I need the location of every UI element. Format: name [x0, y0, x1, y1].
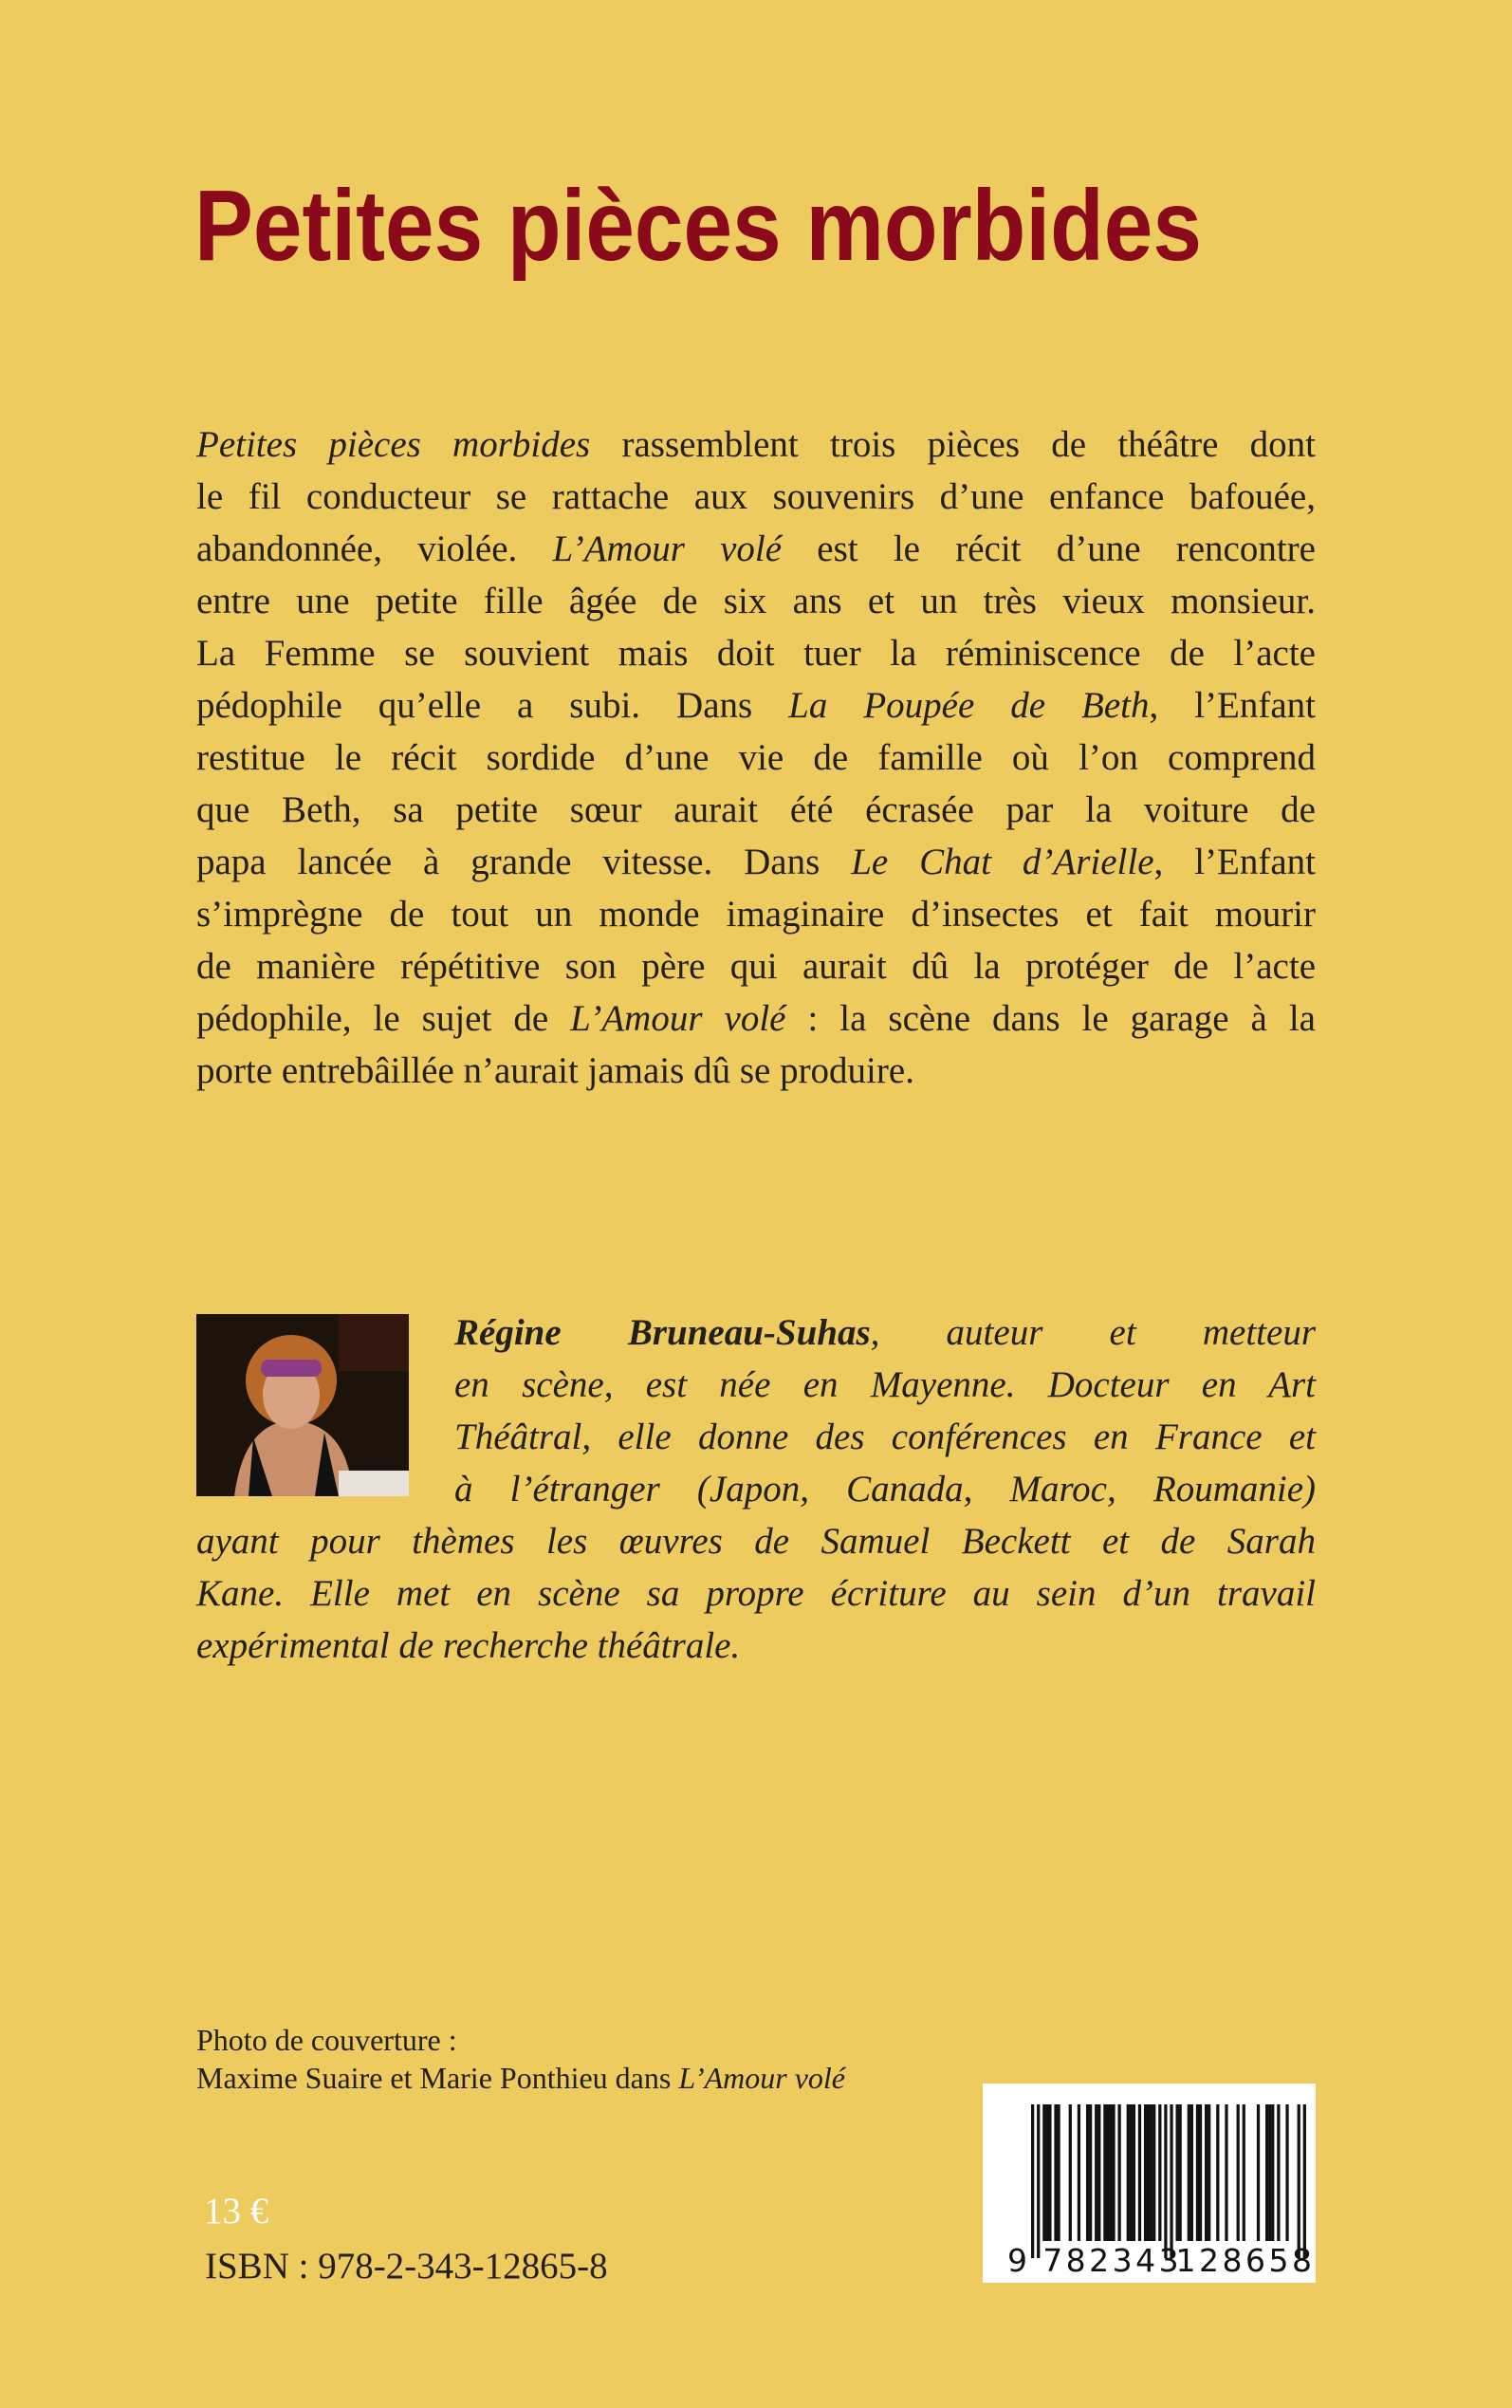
barcode-bar: [1106, 2104, 1109, 2241]
author-name: Régine Bruneau-Suhas: [454, 1312, 871, 1353]
barcode-bar: [1164, 2104, 1167, 2258]
barcode-bar: [1243, 2104, 1245, 2241]
barcode-bar: [1086, 2104, 1089, 2241]
barcode-bar: [1199, 2104, 1202, 2241]
barcode-bar: [1285, 2104, 1288, 2241]
text-run: en scène, est née en Mayenne. Docteur en Art: [454, 1364, 1316, 1405]
text-run: expérimental de recherche théâtrale.: [196, 1625, 741, 1666]
barcode-digits: 9: [1007, 2242, 1031, 2279]
text-run: : la scène dans le garage à la: [785, 998, 1316, 1039]
text-run: Kane. Elle met en scène sa propre écriture au sein d’un travail: [196, 1573, 1316, 1614]
credit-names: Maxime Suaire et Marie Ponthieu dans: [196, 2061, 679, 2095]
barcode-bar: [1138, 2104, 1141, 2241]
text-run: que Beth, sa petite sœur aurait été écrasée par la voiture de: [196, 789, 1316, 830]
text-run: ayant pour thèmes les œuvres de Samuel Beckett et de Sarah: [196, 1521, 1316, 1562]
barcode-bar: [1037, 2104, 1040, 2258]
barcode-bar: [1265, 2104, 1268, 2241]
italic-title: La Poupée de Beth: [788, 685, 1150, 726]
text-line: [196, 418, 1316, 471]
text-line: [196, 523, 1316, 575]
text-run: , l’Enfant: [1149, 685, 1316, 726]
text-run: pédophile qu’elle a subi. Dans: [196, 685, 789, 726]
italic-title: L’Amour volé: [552, 528, 783, 569]
barcode-bar: [1190, 2104, 1193, 2241]
barcode-bar: [1216, 2104, 1219, 2241]
barcode-bar: [1179, 2104, 1182, 2241]
text-line: [196, 1567, 1316, 1620]
text-line: [196, 1515, 1316, 1567]
barcode-bar: [1205, 2104, 1208, 2241]
author-bio: [196, 1306, 1316, 1672]
text-run: La Femme se souvient mais doit tuer la réminiscence de l’acte: [196, 633, 1316, 674]
barcode-bar: [1196, 2104, 1199, 2241]
barcode-bar: [1103, 2104, 1106, 2241]
text-line: [196, 1620, 1316, 1672]
text-line: [196, 575, 1316, 627]
barcode-bar: [1057, 2104, 1060, 2241]
credit-label: Photo de couverture :: [196, 2023, 457, 2057]
barcode-bar: [1130, 2104, 1133, 2241]
text-line: [196, 888, 1316, 940]
barcode-bar: [1271, 2104, 1274, 2241]
barcode-bar: [1127, 2104, 1130, 2241]
text-line: [196, 627, 1316, 679]
barcode-bar: [1078, 2104, 1080, 2241]
book-summary: [196, 418, 1316, 1097]
barcode-bar: [1133, 2104, 1135, 2241]
barcode-bar: [1188, 2104, 1190, 2241]
italic-title: Le Chat d’Arielle: [851, 842, 1154, 882]
price: 13 €: [204, 2191, 269, 2232]
text-line: [196, 1045, 1316, 1097]
text-run: pédophile, le sujet de: [196, 998, 571, 1039]
italic-title: Petites pièces morbides: [196, 424, 591, 465]
text-line: [196, 732, 1316, 784]
text-line: [196, 471, 1316, 523]
barcode-bar: [1170, 2104, 1172, 2258]
barcode-bar: [1112, 2104, 1115, 2241]
text-line: [196, 940, 1316, 992]
barcode-digits: 782343: [1042, 2242, 1183, 2279]
barcode-bar: [1054, 2104, 1057, 2241]
text-run: , l’Enfant: [1153, 842, 1317, 882]
barcode-graphic: [983, 2084, 1316, 2283]
barcode-bar: [1208, 2104, 1210, 2241]
barcode-bar: [1031, 2104, 1034, 2258]
text-run: entre une petite fille âgée de six ans et un très vieux monsieur.: [196, 581, 1316, 621]
barcode-bar: [1045, 2104, 1048, 2241]
photo-credit: [196, 2021, 845, 2097]
text-line: [454, 1306, 1316, 1359]
text-line: [454, 1359, 1316, 1411]
isbn: ISBN : 978-2-343-12865-8: [205, 2246, 608, 2287]
barcode: [983, 2084, 1316, 2283]
barcode-bar: [1144, 2104, 1147, 2241]
text-run: de manière répétitive son père qui aurait dû la protéger de l’acte: [196, 946, 1316, 987]
text-run: à l’étranger (Japon, Canada, Maroc, Roumanie): [454, 1469, 1316, 1510]
book-title: Petites pièces morbides: [194, 170, 1202, 282]
barcode-bar: [1095, 2104, 1097, 2241]
text-line: [196, 679, 1316, 732]
italic-title: L’Amour volé: [570, 998, 786, 1039]
barcode-bar: [1176, 2104, 1179, 2241]
text-line: [454, 1463, 1316, 1515]
barcode-bar: [1277, 2104, 1280, 2241]
barcode-bar: [1237, 2104, 1240, 2241]
barcode-bar: [1225, 2104, 1227, 2241]
text-run: est le récit d’une rencontre: [782, 528, 1316, 569]
barcode-bar: [1158, 2104, 1161, 2241]
barcode-bar: [1268, 2104, 1271, 2241]
text-run: le fil conducteur se rattache aux souvenirs d’une enfance bafouée,: [196, 476, 1316, 517]
text-line: [196, 992, 1316, 1045]
barcode-bar: [1069, 2104, 1072, 2241]
barcode-bar: [1298, 2104, 1300, 2258]
text-line: [196, 784, 1316, 836]
barcode-bar: [1147, 2104, 1150, 2241]
barcode-bar: [1109, 2104, 1112, 2241]
credit-work: L’Amour volé: [678, 2061, 845, 2095]
text-run: porte entrebâillée n’aurait jamais dû se produire.: [196, 1050, 914, 1091]
text-run: s’imprègne de tout un monde imaginaire d’insectes et fait mourir: [196, 894, 1316, 935]
barcode-bar: [1303, 2104, 1306, 2258]
barcode-bar: [1097, 2104, 1100, 2241]
text-line: [196, 836, 1316, 888]
text-run: abandonnée, violée.: [196, 528, 553, 569]
text-run: Théâtral, elle donne des conférences en France et: [454, 1417, 1316, 1457]
text-run: restitue le récit sordide d’une vie de famille où l’on comprend: [196, 737, 1316, 778]
barcode-bar: [1257, 2104, 1260, 2241]
barcode-bar: [1089, 2104, 1092, 2241]
barcode-bar: [1150, 2104, 1152, 2241]
barcode-bar: [1042, 2104, 1045, 2241]
text-run: papa lancée à grande vitesse. Dans: [196, 842, 852, 882]
text-run: , auteur et metteur: [870, 1312, 1316, 1353]
text-run: rassemblent trois pièces de théâtre dont: [590, 424, 1317, 465]
barcode-bar: [1152, 2104, 1155, 2241]
barcode-bar: [1048, 2104, 1051, 2241]
text-line: [454, 1411, 1316, 1463]
barcode-bar: [1118, 2104, 1121, 2241]
barcode-digits: 128658: [1175, 2242, 1316, 2279]
